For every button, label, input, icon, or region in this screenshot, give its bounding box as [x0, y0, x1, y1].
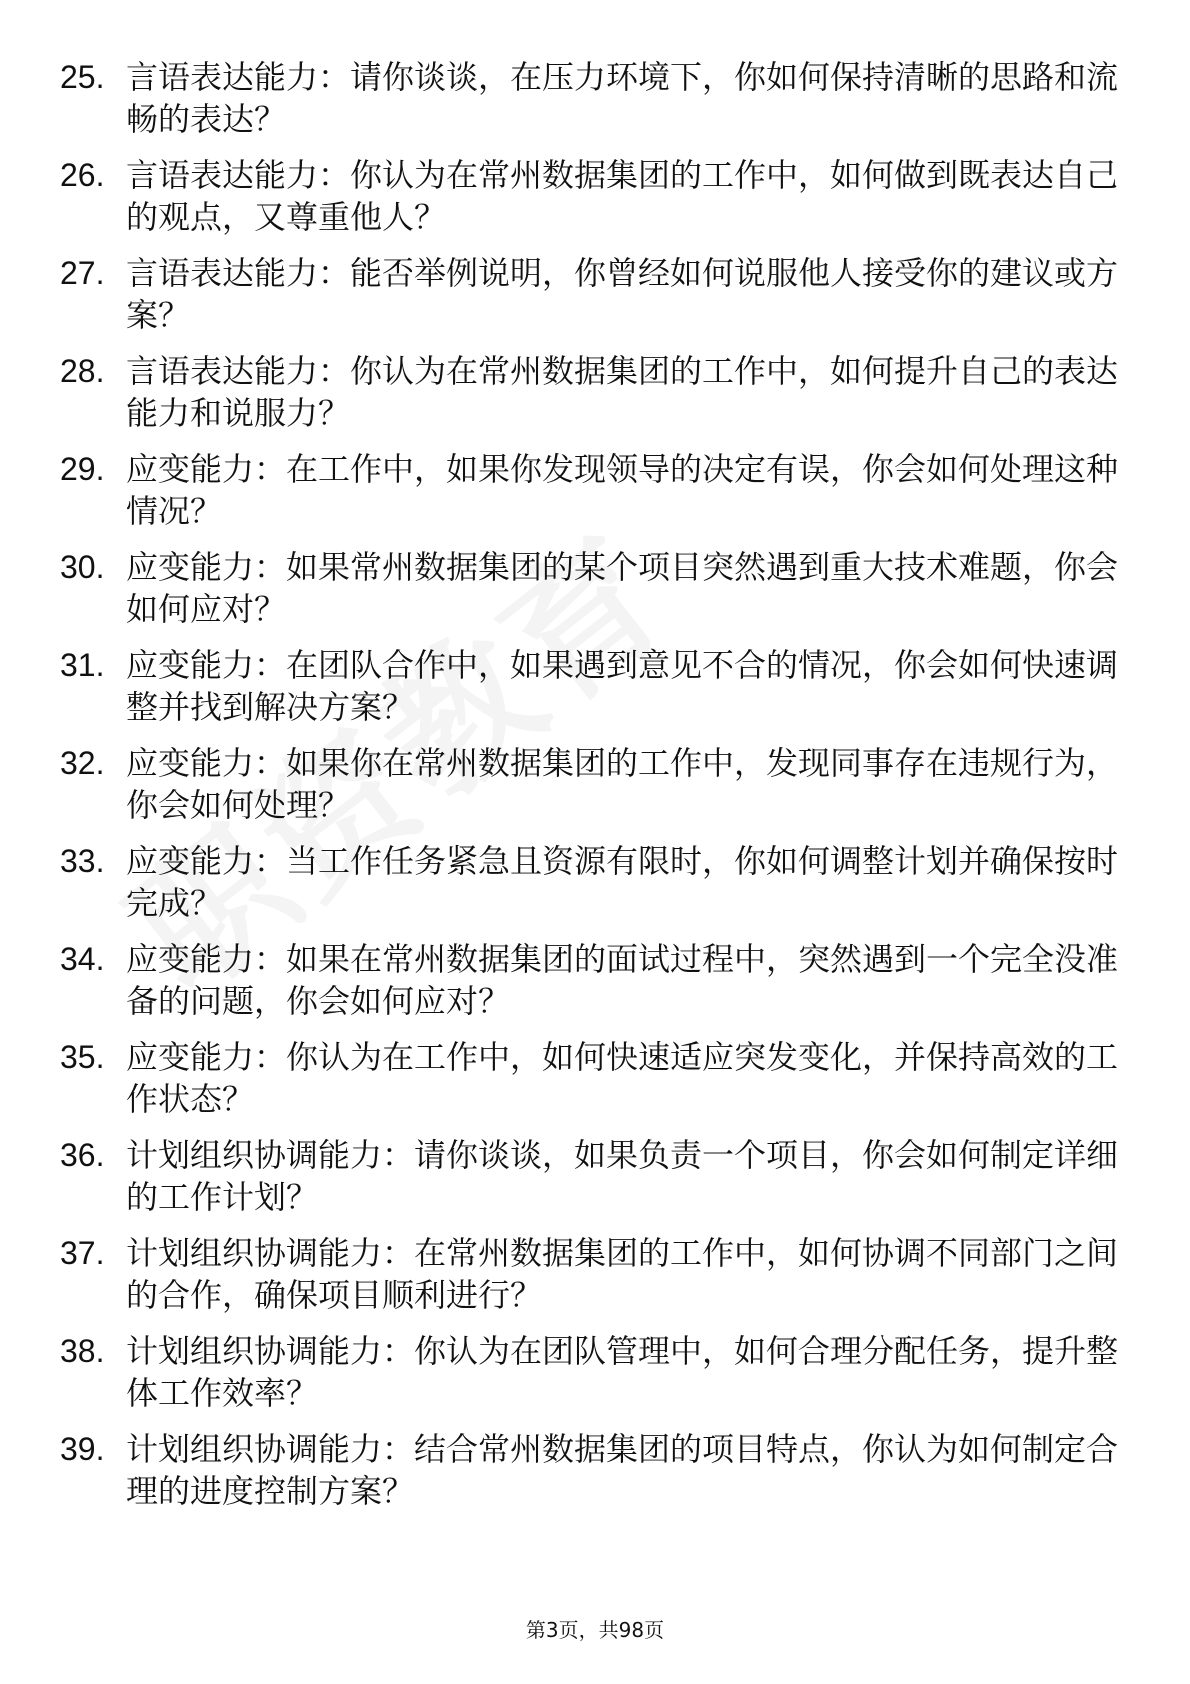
- question-text: 应变能力：如果你在常州数据集团的工作中，发现同事存在违规行为，你会如何处理？: [126, 744, 1119, 824]
- question-number: 37.: [60, 1235, 105, 1271]
- question-number: 32.: [60, 745, 105, 781]
- question-number: 33.: [60, 843, 105, 879]
- question-number: 28.: [60, 353, 105, 389]
- question-item: [60, 546, 1120, 630]
- question-text: 应变能力：当工作任务紧急且资源有限时，你如何调整计划并确保按时完成？: [126, 842, 1119, 922]
- question-item: [60, 1330, 1120, 1414]
- question-number: 25.: [60, 59, 105, 95]
- question-item: [60, 938, 1120, 1022]
- question-text: 言语表达能力：你认为在常州数据集团的工作中，如何做到既表达自己的观点，又尊重他人？: [126, 156, 1119, 236]
- question-number: 29.: [60, 451, 105, 487]
- question-number: 26.: [60, 157, 105, 193]
- question-item: [60, 1036, 1120, 1120]
- question-item: [60, 1134, 1120, 1218]
- question-text: 应变能力：如果在常州数据集团的面试过程中，突然遇到一个完全没准备的问题，你会如何应对？: [126, 940, 1119, 1020]
- question-number: 30.: [60, 549, 105, 585]
- question-item: [60, 56, 1120, 140]
- question-text: 应变能力：在工作中，如果你发现领导的决定有误，你会如何处理这种情况？: [126, 450, 1119, 530]
- question-item: [60, 840, 1120, 924]
- question-number: 38.: [60, 1333, 105, 1369]
- question-number: 27.: [60, 255, 105, 291]
- question-text: 计划组织协调能力：在常州数据集团的工作中，如何协调不同部门之间的合作，确保项目顺利进行？: [126, 1234, 1119, 1314]
- question-text: 言语表达能力：你认为在常州数据集团的工作中，如何提升自己的表达能力和说服力？: [126, 352, 1119, 432]
- question-text: 应变能力：在团队合作中，如果遇到意见不合的情况，你会如何快速调整并找到解决方案？: [126, 646, 1119, 726]
- question-item: [60, 154, 1120, 238]
- question-text: 应变能力：你认为在工作中，如何快速适应突发变化，并保持高效的工作状态？: [126, 1038, 1119, 1118]
- question-text: 计划组织协调能力：请你谈谈，如果负责一个项目，你会如何制定详细的工作计划？: [126, 1136, 1119, 1216]
- question-item: [60, 644, 1120, 728]
- question-text: 言语表达能力：能否举例说明，你曾经如何说服他人接受你的建议或方案？: [126, 254, 1119, 334]
- question-item: [60, 742, 1120, 826]
- page-footer: 第3页，共98页: [525, 1618, 665, 1642]
- question-text: 言语表达能力：请你谈谈，在压力环境下，你如何保持清晰的思路和流畅的表达？: [126, 58, 1119, 138]
- question-item: [60, 252, 1120, 336]
- question-item: [60, 448, 1120, 532]
- question-text: 应变能力：如果常州数据集团的某个项目突然遇到重大技术难题，你会如何应对？: [126, 548, 1119, 628]
- question-text: 计划组织协调能力：结合常州数据集团的项目特点，你认为如何制定合理的进度控制方案？: [126, 1430, 1119, 1510]
- question-item: [60, 1232, 1120, 1316]
- question-item: [60, 1428, 1120, 1512]
- question-item: [60, 350, 1120, 434]
- question-text: 计划组织协调能力：你认为在团队管理中，如何合理分配任务，提升整体工作效率？: [126, 1332, 1119, 1412]
- question-number: 35.: [60, 1039, 105, 1075]
- question-number: 39.: [60, 1431, 105, 1467]
- question-number: 31.: [60, 647, 105, 683]
- question-number: 36.: [60, 1137, 105, 1173]
- question-number: 34.: [60, 941, 105, 977]
- question-list: [60, 56, 1120, 1526]
